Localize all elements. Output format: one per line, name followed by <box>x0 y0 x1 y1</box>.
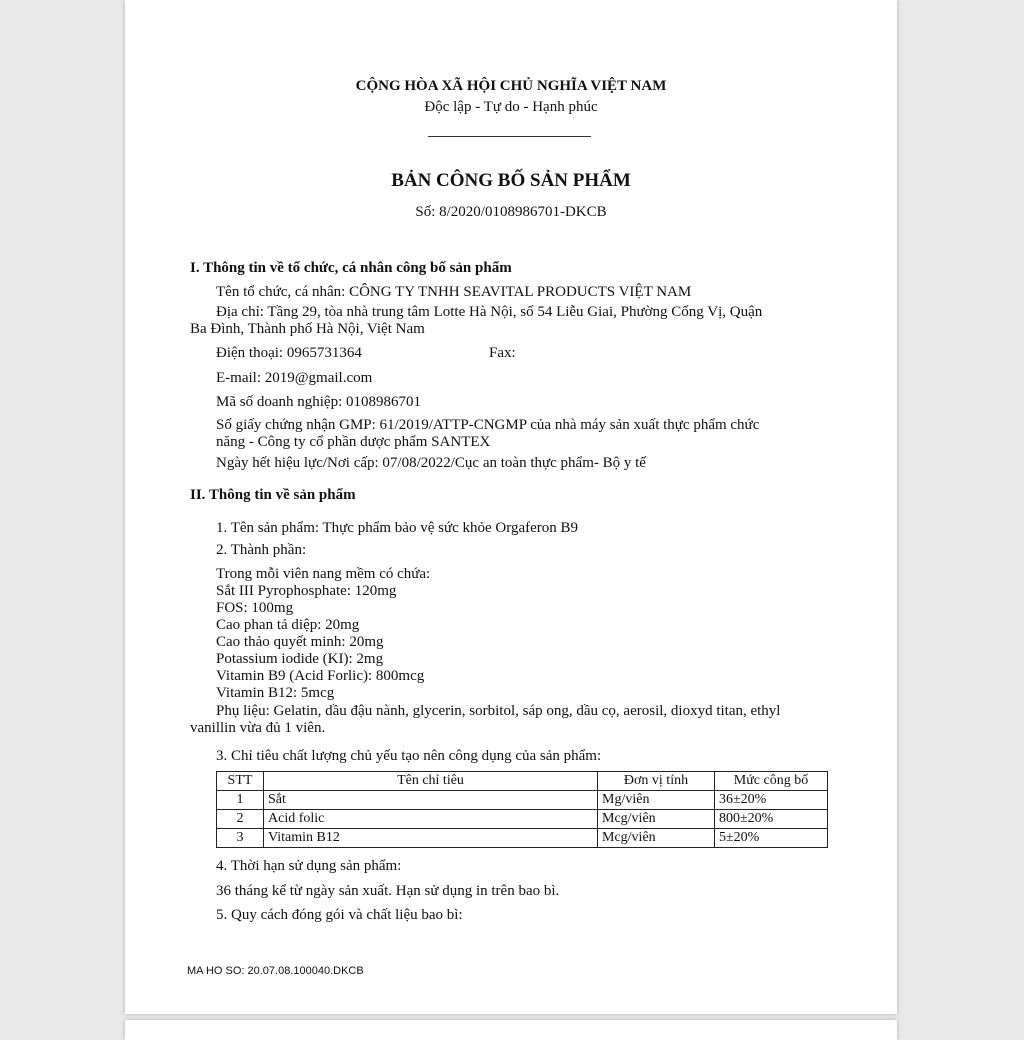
phone: Điện thoại: 0965731364 <box>216 345 362 361</box>
ingredient-line: Cao thảo quyết minh: 20mg <box>216 634 384 650</box>
table-row <box>217 791 828 810</box>
cell-level: 5±20% <box>715 829 828 848</box>
header-indicator: Tên chỉ tiêu <box>264 772 598 791</box>
cell-level: 36±20% <box>715 791 828 810</box>
header-unit: Đơn vị tính <box>598 772 715 791</box>
dossier-code: MA HO SO: 20.07.08.100040.DKCB <box>187 965 364 977</box>
next-page-edge <box>125 1020 897 1040</box>
ingredient-line: Trong mỗi viên nang mềm có chứa: <box>216 566 431 582</box>
cell-unit: Mg/viên <box>598 791 715 810</box>
quality-table <box>216 771 828 848</box>
org-name: Tên tổ chức, cá nhân: CÔNG TY TNHH SEAVITAL PRODUCTS VIỆT NAM <box>216 284 692 300</box>
table-row <box>217 829 828 848</box>
table-header-row <box>217 772 828 791</box>
excipients-line2: vanillin vừa đủ 1 viên. <box>190 720 326 736</box>
section2-heading: II. Thông tin về sản phẩm <box>190 487 356 503</box>
tax-code: Mã số doanh nghiệp: 0108986701 <box>216 394 421 410</box>
cell-unit: Mcg/viên <box>598 829 715 848</box>
table-row <box>217 810 828 829</box>
shelf-life-heading: 4. Thời hạn sử dụng sản phẩm: <box>216 858 402 874</box>
motto: Độc lập - Tự do - Hạnh phúc <box>424 99 598 115</box>
packaging-heading: 5. Quy cách đóng gói và chất liệu bao bì: <box>216 907 463 923</box>
ingredient-line: Vitamin B9 (Acid Forlic): 800mcg <box>216 668 425 684</box>
header-declared-level: Mức công bố <box>715 772 828 791</box>
quality-heading: 3. Chỉ tiêu chất lượng chủ yếu tạo nên công dụng của sản phẩm: <box>216 748 602 764</box>
cell-level: 800±20% <box>715 810 828 829</box>
document-number: Số: 8/2020/0108986701-DKCB <box>415 204 607 220</box>
cell-stt: 1 <box>217 791 264 810</box>
section1-heading: I. Thông tin về tổ chức, cá nhân công bố sản phẩm <box>190 260 512 276</box>
gmp-line2: năng - Công ty cổ phần dược phẩm SANTEX <box>216 434 491 450</box>
validity: Ngày hết hiệu lực/Nơi cấp: 07/08/2022/Cục an toàn thực phẩm- Bộ y tế <box>216 455 646 471</box>
cell-indicator: Vitamin B12 <box>264 829 598 848</box>
header-stt: STT <box>217 772 264 791</box>
cell-indicator: Acid folic <box>264 810 598 829</box>
product-name: 1. Tên sản phẩm: Thực phẩm bảo vệ sức khỏe Orgaferon B9 <box>216 520 579 536</box>
cell-unit: Mcg/viên <box>598 810 715 829</box>
address-line1: Địa chỉ: Tầng 29, tòa nhà trung tâm Lotte Hà Nội, số 54 Liễu Giai, Phường Cống Vị, Quận <box>216 304 763 320</box>
shelf-life-text: 36 tháng kể từ ngày sản xuất. Hạn sử dụng in trên bao bì. <box>216 883 560 899</box>
email: E-mail: 2019@gmail.com <box>216 370 373 386</box>
excipients-line1: Phụ liệu: Gelatin, dầu đậu nành, glycerin, sorbitol, sáp ong, dầu cọ, aerosil, dioxyd titan, ethyl <box>216 703 781 719</box>
document-page <box>125 0 897 1014</box>
cell-stt: 3 <box>217 829 264 848</box>
ingredients-heading: 2. Thành phần: <box>216 542 307 558</box>
ingredient-line: FOS: 100mg <box>216 600 294 616</box>
ingredient-line: Vitamin B12: 5mcg <box>216 685 335 701</box>
cell-indicator: Sắt <box>264 791 598 810</box>
ingredient-line: Sắt III Pyrophosphate: 120mg <box>216 583 397 599</box>
document-title: BẢN CÔNG BỐ SẢN PHẨM <box>391 170 631 191</box>
header-divider <box>428 136 591 137</box>
country-heading: CỘNG HÒA XÃ HỘI CHỦ NGHĨA VIỆT NAM <box>355 78 667 94</box>
address-line2: Ba Đình, Thành phố Hà Nội, Việt Nam <box>190 321 425 337</box>
fax: Fax: <box>489 345 516 361</box>
ingredient-line: Cao phan tả diệp: 20mg <box>216 617 360 633</box>
cell-stt: 2 <box>217 810 264 829</box>
ingredient-line: Potassium iodide (KI): 2mg <box>216 651 384 667</box>
gmp-line1: Số giấy chứng nhận GMP: 61/2019/ATTP-CNGMP của nhà máy sản xuất thực phẩm chức <box>216 417 760 433</box>
